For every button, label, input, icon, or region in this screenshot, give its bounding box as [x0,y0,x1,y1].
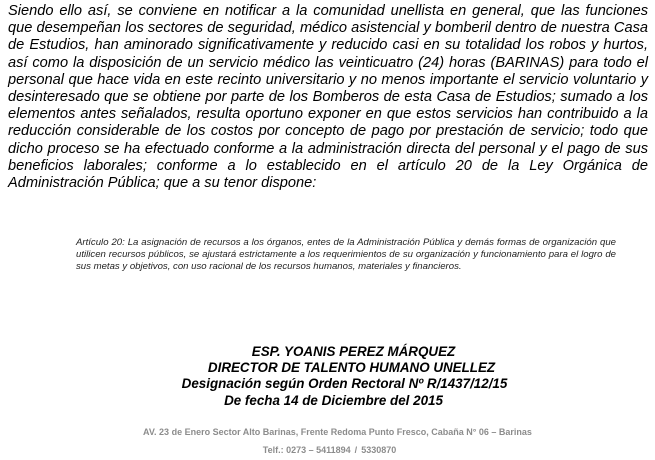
quoted-article: Artículo 20: La asignación de recursos a los órganos, entes de la Administración Pública y demás formas de organización que utilicen recursos públicos, se ajustará estrictamente a los requerimientos de su organización y funcionamiento para el logro de sus metas y objetivos, con uso racional de los recursos humanos, materiales y financieros. [76,237,616,273]
footer-phone-separator: / [354,445,358,455]
signature-date: De fecha 14 de Diciembre del 2015 [224,392,443,408]
signatory-title: DIRECTOR DE TALENTO HUMANO UNELLEZ [207,360,496,376]
signatory-designation: Designación según Orden Rectoral Nº R/1437/12/15 [181,376,508,392]
body-paragraph: Siendo ello así, se conviene en notificar a la comunidad unellista en general, que las funciones que desempeñan los sectores de seguridad, médico asistencial y bomberil dentro de nuestra Casa de Estudios, han aminorado significativamente y reducido casi en su totalidad los robos y hurtos, así como la disposición de un servicio médico las veinticuatro (24) horas (BARINAS) para todo el personal que hace vida en este recinto universitario y no menos importante el servicio voluntario y desinteresado que se obtiene por parte de los Bomberos de esta Casa de Estudios; sumado a los elementos antes señalados, resulta oportuno exponer en que estos servicios han contribuido a la reducción considerable de los costos por concepto de pago por prestación de servicio; todo que dicho proceso se ha efectuado conforme a la administración directa del personal y el pago de sus beneficios laborales; conforme a lo establecido en el artículo 20 de la Ley Orgánica de Administración Pública; que a su tenor dispone: [8,3,648,192]
footer-phone-extra: 5330870 [361,445,397,455]
footer-phone-label: Telf.: 0273 – 5411894 [262,445,351,455]
signatory-name: ESP. YOANIS PEREZ MÁRQUEZ [251,344,456,359]
signature-block [0,344,655,409]
footer-address: AV. 23 de Enero Sector Alto Barinas, Frente Redoma Punto Fresco, Cabaña N° 06 – Barinas [143,427,532,437]
page-footer [0,423,655,459]
footer-phone [0,441,655,459]
